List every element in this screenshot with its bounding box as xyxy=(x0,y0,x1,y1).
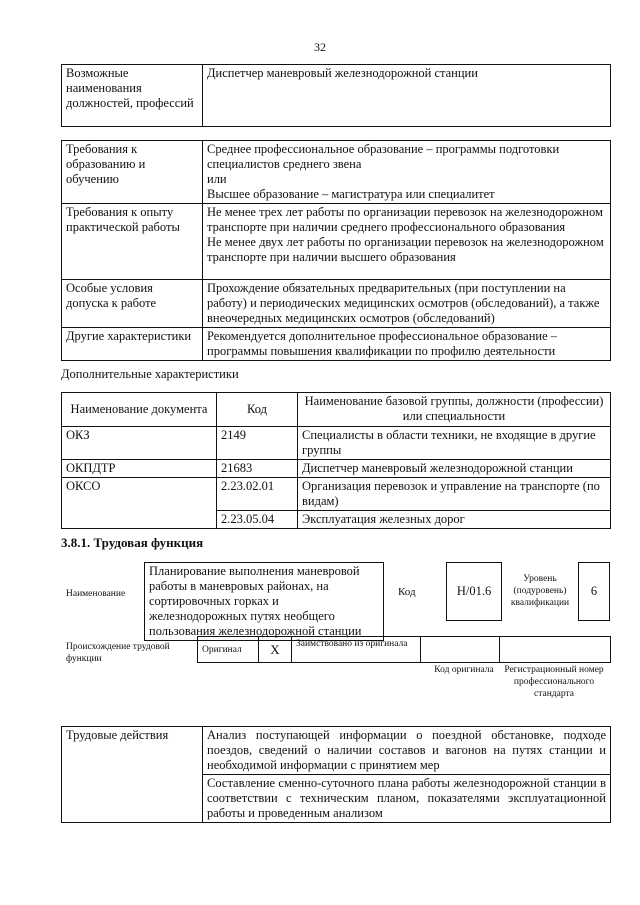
tf-name-value: Планирование выполнения маневровой работы в маневровых районах, на сортировочных горках и железнодорожных путях необщего пользования железнодорожной станции xyxy=(145,563,384,641)
positions-table xyxy=(61,64,611,127)
tf-level-value: 6 xyxy=(579,563,610,621)
req-experience-label: Требования к опыту практической работы xyxy=(62,204,203,280)
col-code-header: Код xyxy=(217,393,298,427)
req-education-value: Среднее профессиональное образование – программы подготовки специалистов среднего звена или Высшее образование – магистратура или специалитет xyxy=(203,141,611,204)
req-education-label: Требования к образованию и обучению xyxy=(62,141,203,204)
origin-original-mark: X xyxy=(259,637,292,663)
origin-original-label: Оригинал xyxy=(198,637,259,663)
origin-table xyxy=(197,636,611,663)
actions-label: Трудовые действия xyxy=(62,727,203,823)
table-cell: ОКСО xyxy=(62,478,217,529)
classifiers-table xyxy=(61,392,611,529)
table-cell: Диспетчер маневровый железнодорожной станции xyxy=(298,460,611,478)
table-cell: ОКПДТР xyxy=(62,460,217,478)
additional-heading: Дополнительные характеристики xyxy=(61,367,239,381)
col-name-header: Наименование базовой группы, должности (профессии) или специальности xyxy=(298,393,611,427)
actions-table xyxy=(61,726,611,823)
table-cell: Организация перевозок и управление на транспорте (по видам) xyxy=(298,478,611,511)
page-number: 32 xyxy=(314,40,326,54)
col-doc-header: Наименование документа xyxy=(62,393,217,427)
origin-code-cell xyxy=(421,637,500,663)
table-cell: Эксплуатация железных дорог xyxy=(298,511,611,529)
table-cell: Специалисты в области техники, не входящие в другие группы xyxy=(298,427,611,460)
origin-reg-cell xyxy=(500,637,611,663)
tf-level-box xyxy=(578,562,610,621)
section-title: 3.8.1. Трудовая функция xyxy=(61,535,204,550)
req-admission-label: Особые условия допуска к работе xyxy=(62,280,203,328)
action-item: Составление сменно-суточного плана работы железнодорожной станции в соответствии с техническим планом, показателями эксплуатационной работы и проведенным анализом xyxy=(203,775,611,823)
tf-name-label: Наименование xyxy=(66,589,126,599)
positions-label: Возможные наименования должностей, профессий xyxy=(62,65,203,127)
req-other-value: Рекомендуется дополнительное профессиональное образование – программы повышения квалификации по профилю деятельности xyxy=(203,328,611,361)
table-cell: 21683 xyxy=(217,460,298,478)
tf-code-value: H/01.6 xyxy=(447,563,502,621)
table-cell: 2.23.05.04 xyxy=(217,511,298,529)
tf-code-box xyxy=(446,562,502,621)
requirements-table xyxy=(61,140,611,361)
req-other-label: Другие характеристики xyxy=(62,328,203,361)
table-cell: 2149 xyxy=(217,427,298,460)
table-cell: 2.23.02.01 xyxy=(217,478,298,511)
req-admission-value: Прохождение обязательных предварительных (при поступлении на работу) и периодических медицинских осмотров (обследований), а также внеочередных медицинских осмотров (обследований) xyxy=(203,280,611,328)
tf-level-label: Уровень (подуровень) квалификации xyxy=(510,574,570,608)
req-experience-value: Не менее трех лет работы по организации перевозок на железнодорожном транспорте при наличии среднего профессионального образования Не менее двух лет работы по организации перевозок на железнодорожном транспорте при наличии высшего образования xyxy=(203,204,611,280)
origin-borrowed-label: Заимствовано из оригинала xyxy=(292,637,421,663)
origin-label: Происхождение трудовой функции xyxy=(66,642,170,664)
action-item: Анализ поступающей информации о поездной обстановке, подходе поездов, сведений о наличии составов и вагонов на путях станции и необходимой информации с принятием мер xyxy=(203,727,611,775)
tf-name-box xyxy=(144,562,384,641)
table-cell: ОКЗ xyxy=(62,427,217,460)
reg-number-label: Регистрационный номер профессионального стандарта xyxy=(504,665,604,699)
positions-value: Диспетчер маневровый железнодорожной станции xyxy=(203,65,611,127)
code-orig-label: Код оригинала xyxy=(434,665,494,675)
tf-code-label: Код xyxy=(398,586,416,598)
